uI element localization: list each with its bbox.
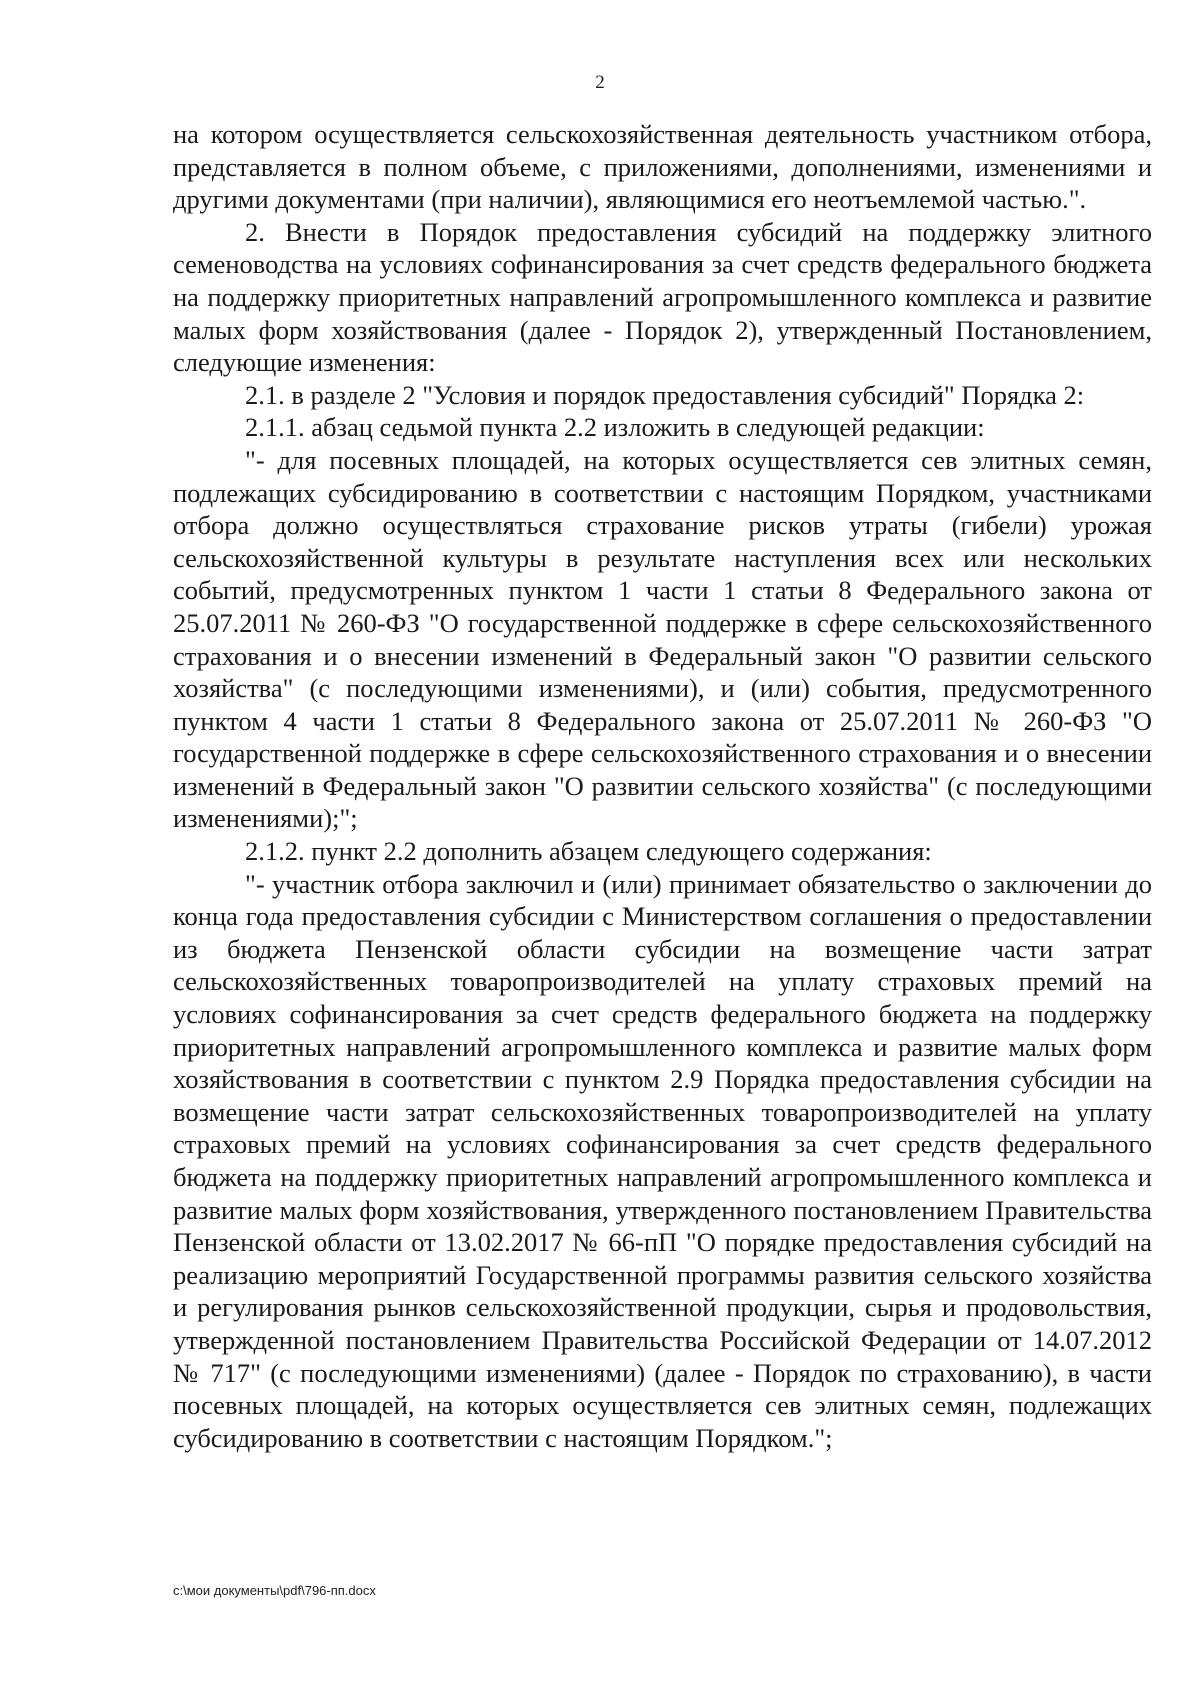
document-body	[173, 118, 1152, 1454]
paragraph-item-2: 2. Внести в Порядок предоставления субсидий на поддержку элитного семеноводства на условиях софинансирования за счет средств федерального бюджета на поддержку приоритетных направлений агропромышленного комплекса и развитие малых форм хозяйствования (далее - Порядок 2), утвержденный Постановлением, следующие изменения:	[173, 216, 1152, 378]
paragraph-item-2-1: 2.1. в разделе 2 "Условия и порядок предоставления субсидий" Порядка 2:	[245, 379, 1085, 410]
paragraph-continuation: на котором осуществляется сельскохозяйственная деятельность участником отбора, представляется в полном объеме, с приложениями, дополнениями, изменениями и другими документами (при наличии), являющимися его неотъемлемой частью.".	[173, 119, 1152, 215]
paragraph-quote-insurance: "- для посевных площадей, на которых осуществляется сев элитных семян, подлежащих субсидированию в соответствии с настоящим Порядком, участниками отбора должно осуществляться страхование рисков утраты (гибели) урожая сельскохозяйственной культуры в результате наступления всех или нескольких событий, предусмотренных пунктом 1 части 1 статьи 8 Федерального закона от 25.07.2011 № 260-ФЗ "О государственной поддержке в сфере сельскохозяйственного страхования и о внесении изменений в Федеральный закон "О развитии сельского хозяйства" (с последующими изменениями), и (или) события, предусмотренного пунктом 4 части 1 статьи 8 Федерального закона от 25.07.2011 № 260-ФЗ "О государственной поддержке в сфере сельскохозяйственного страхования и о внесении изменений в Федеральный закон "О развитии сельского хозяйства" (с последующими изменениями);";	[173, 444, 1152, 834]
paragraph-item-2-1-2: 2.1.2. пункт 2.2 дополнить абзацем следующего содержания:	[245, 836, 932, 867]
paragraph-item-2-1-1: 2.1.1. абзац седьмой пункта 2.2 изложить в следующей редакции:	[245, 412, 985, 443]
footer-file-path: c:\мои документы\pdf\796-пп.docx	[173, 1583, 376, 1598]
paragraph-quote-agreement: "- участник отбора заключил и (или) принимает обязательство о заключении до конца года предоставления субсидии с Министерством соглашения о предоставлении из бюджета Пензенской области субсидии на возмещение части затрат сельскохозяйственных товаропроизводителей на уплату страховых премий на условиях софинансирования за счет средств федерального бюджета на поддержку приоритетных направлений агропромышленного комплекса и развитие малых форм хозяйствования в соответствии с пунктом 2.9 Порядка предоставления субсидии на возмещение части затрат сельскохозяйственных товаропроизводителей на уплату страховых премий на условиях софинансирования за счет средств федерального бюджета на поддержку приоритетных направлений агропромышленного комплекса и развитие малых форм хозяйствования, утвержденного постановлением Правительства Пензенской области от 13.02.2017 № 66-пП "О порядке предоставления субсидий на реализацию мероприятий Государственной программы развития сельского хозяйства и регулирования рынков сельскохозяйственной продукции, сырья и продовольствия, утвержденной постановлением Правительства Российской Федерации от 14.07.2012 № 717" (с последующими изменениями) (далее - Порядок по страхованию), в части посевных площадей, на которых осуществляется сев элитных семян, подлежащих субсидированию в соответствии с настоящим Порядком.";	[173, 868, 1152, 1453]
page-number: 2	[595, 72, 605, 93]
